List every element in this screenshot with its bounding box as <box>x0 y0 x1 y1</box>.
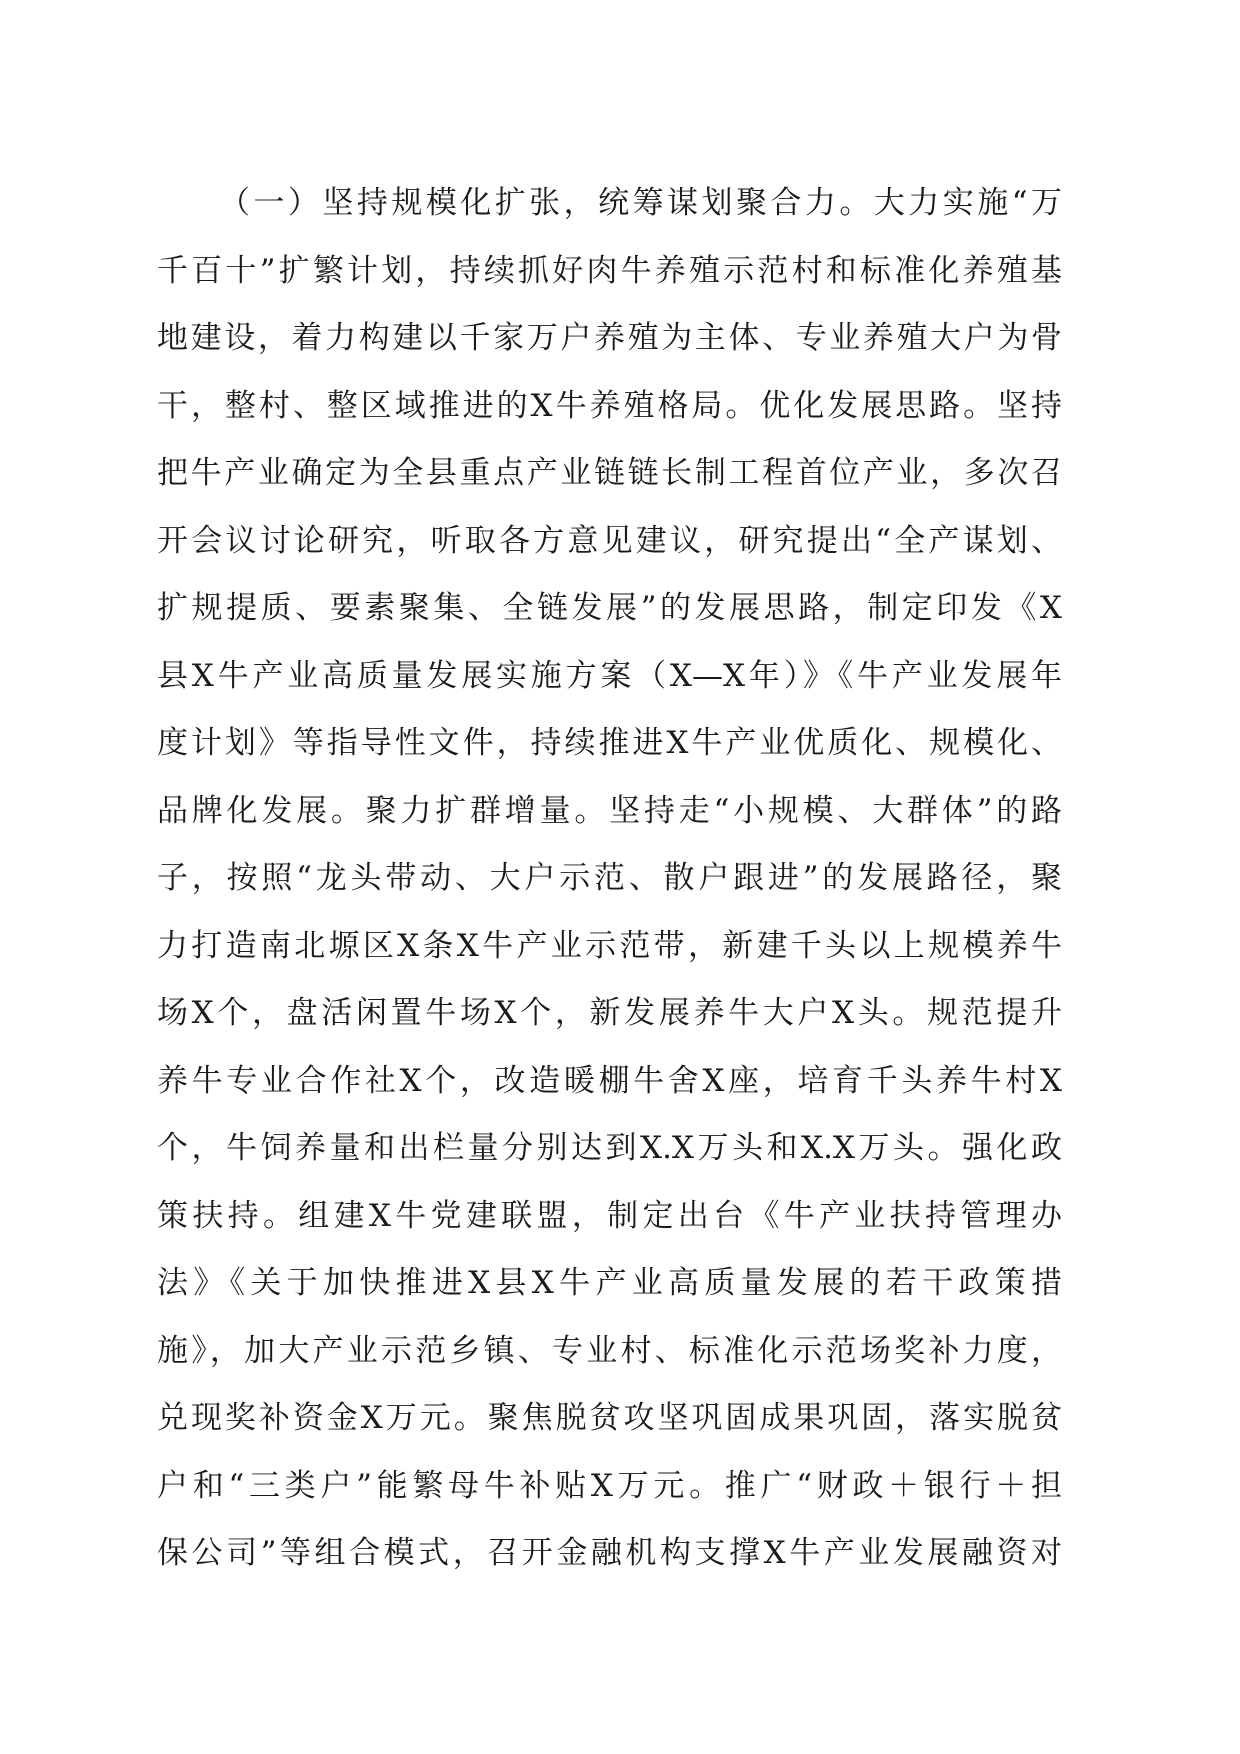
text-line-2: 千百十”扩繁计划，持续抓好肉牛养殖示范村和标准化养殖基 <box>157 252 1062 289</box>
text-line-8: 县X牛产业高质量发展实施方案（X—X年）》《牛产业发展年 <box>157 657 1062 694</box>
text-line-16: 策扶持。组建X牛党建联盟，制定出台《牛产业扶持管理办 <box>157 1197 1062 1234</box>
text-line-20: 户和“三类户”能繁母牛补贴X万元。推广“财政＋银行＋担 <box>157 1467 1062 1504</box>
text-line-6: 开会议讨论研究，听取各方意见建议，研究提出“全产谋划、 <box>157 522 1062 559</box>
text-line-21: 保公司”等组合模式，召开金融机构支撑X牛产业发展融资对 <box>157 1535 1062 1571</box>
text-line-19: 兑现奖补资金X万元。聚焦脱贫攻坚巩固成果巩固，落实脱贫 <box>157 1400 1062 1436</box>
text-line-1: （一）坚持规模化扩张，统筹谋划聚合力。大力实施“万 <box>219 185 1062 221</box>
text-line-15: 个，牛饲养量和出栏量分别达到X.X万头和X.X万头。强化政 <box>157 1130 1062 1166</box>
text-line-5: 把牛产业确定为全县重点产业链链长制工程首位产业，多次召 <box>157 455 1062 491</box>
text-line-14: 养牛专业合作社X个，改造暖棚牛舍X座，培育千头养牛村X <box>157 1062 1062 1099</box>
text-line-3: 地建设，着力构建以千家万户养殖为主体、专业养殖大户为骨 <box>157 320 1062 356</box>
text-line-9: 度计划》等指导性文件，持续推进X牛产业优质化、规模化、 <box>157 725 1062 761</box>
text-line-10: 品牌化发展。聚力扩群增量。坚持走“小规模、大群体”的路 <box>157 792 1062 829</box>
text-line-7: 扩规提质、要素聚集、全链发展”的发展思路，制定印发《X <box>157 590 1062 626</box>
text-line-18: 施》，加大产业示范乡镇、专业村、标准化示范场奖补力度， <box>157 1332 1062 1369</box>
text-line-13: 场X个，盘活闲置牛场X个，新发展养牛大户X头。规范提升 <box>157 995 1062 1031</box>
body-paragraph <box>157 170 1062 1588</box>
text-line-17: 法》《关于加快推进X县X牛产业高质量发展的若干政策措 <box>157 1265 1062 1301</box>
text-line-11: 子，按照“龙头带动、大户示范、散户跟进”的发展路径，聚 <box>157 860 1062 896</box>
text-line-4: 干，整村、整区域推进的X牛养殖格局。优化发展思路。坚持 <box>157 387 1062 424</box>
text-line-12: 力打造南北塬区X条X牛产业示范带，新建千头以上规模养牛 <box>157 927 1062 964</box>
